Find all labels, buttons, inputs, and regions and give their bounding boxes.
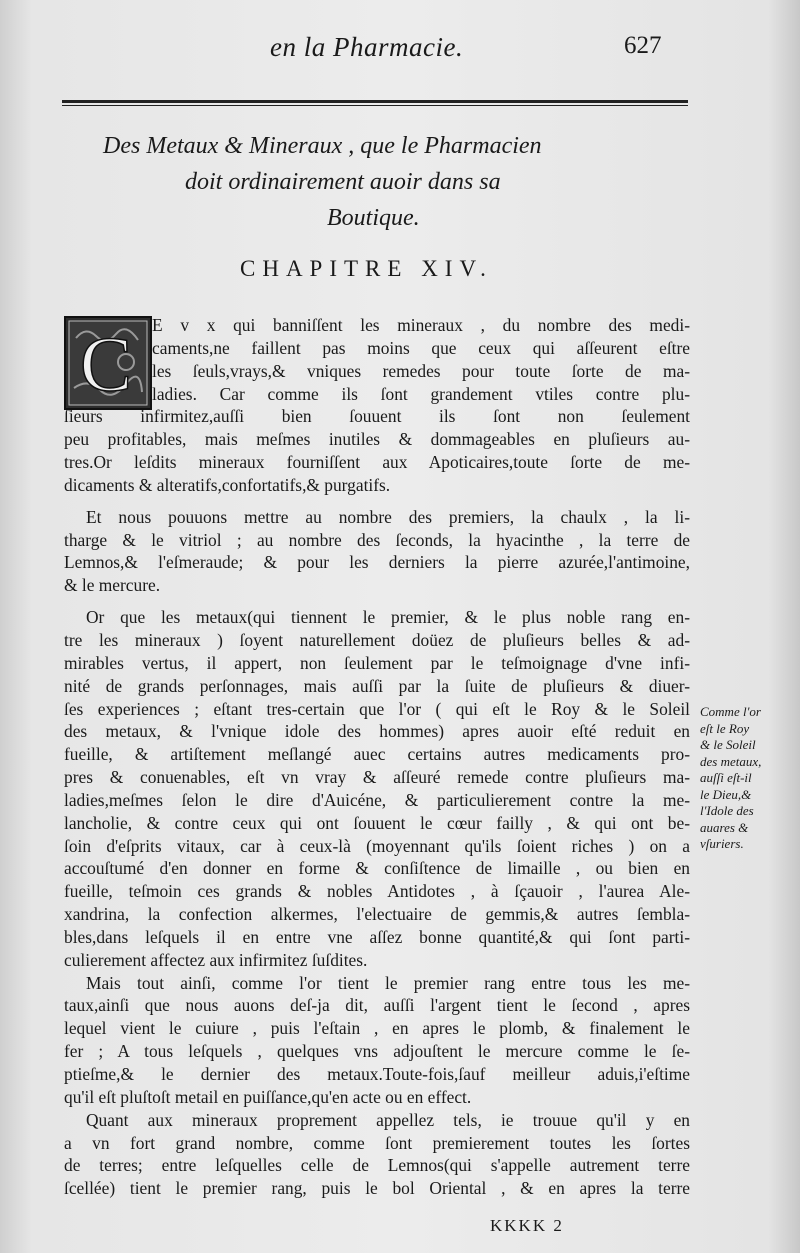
text-line: lancholie, & contre ceux qui ont ſouuent le cœur failly , & qui ont be- xyxy=(64,812,690,833)
text-line: ſoin d'eſprits vitaux, car à ceux-là (moyennant qu'ils ſoient riches ) on a xyxy=(64,835,690,856)
text-line: fueille, teſmoin ces grands & nobles Antidotes , à ſçauoir , l'aurea Ale- xyxy=(64,881,690,902)
text-line: ptieſme,& le dernier des metaux.Toute-fois,ſauf meilleur aduis,i'eſtime xyxy=(64,1064,690,1084)
text-line: fueille, & artiſtement meſlangé auec certains autres medicaments pro- xyxy=(64,744,690,765)
text-line: Quant aux mineraux proprement appellez tels, ie trouue qu'il y en xyxy=(86,1109,690,1130)
section-title-line: Boutique. xyxy=(327,205,420,231)
text-line: ſes experiences ; eſtant tres-certain que l'or ( qui eſt le Roy & le Soleil xyxy=(64,698,690,719)
margin-note-line: eſt le Roy xyxy=(700,720,750,736)
running-head xyxy=(0,30,800,70)
margin-note-line: auares & xyxy=(700,819,749,835)
text-line: tre les mineraux ) ſoyent naturellement doüez de pluſieurs belles & ad- xyxy=(64,629,690,650)
drop-cap-letter: C xyxy=(79,320,133,407)
text-line: culierement affectez aux infirmitez ſuſdites. xyxy=(64,949,368,970)
text-line: mirables vertus, il appert, non ſeulement par le teſmoignage d'vne infi- xyxy=(64,652,690,673)
header-rule xyxy=(62,100,688,103)
signature-mark: KKKK 2 xyxy=(490,1216,564,1235)
text-line: les ſeuls,vrays,& vniques remedes pour toute ſorte de ma- xyxy=(152,360,690,381)
text-line: bles,dans leſquels il en entre vne aſſez bonne quantité,& qui ſont parti- xyxy=(64,926,690,947)
text-line: xandrina, la confection alkermes, l'electuaire de gemmis,& autres ſembla- xyxy=(64,904,690,925)
text-line: taux,ainſi que nous auons deſ-ja dit, auſſi l'argent tient le ſecond , apres xyxy=(64,995,690,1016)
header-rule-thin xyxy=(62,105,688,106)
text-line: ſcellée) tient le premier rang, puis le bol Oriental , & en apres la terre xyxy=(64,1178,690,1199)
text-line: caments,ne faillent pas moins que ceux qui aſſeurent eſtre xyxy=(152,337,690,358)
text-line: a vn fort grand nombre, comme ſont premierement toutes les ſortes xyxy=(64,1132,690,1153)
text-line: peu profitables, mais meſmes inutiles & dommageables en pluſieurs au- xyxy=(64,429,690,450)
text-line: des metaux, & l'vnique idole des hommes) apres auoir eſté reduit en xyxy=(64,721,690,742)
text-line: de terres; entre leſquelles celle de Lemnos(qui s'appelle autrement terre xyxy=(64,1155,690,1176)
margin-note-line: Comme l'or xyxy=(700,704,761,719)
text-line: tharge & le vitriol ; au nombre des ſeconds, la hyacinthe , la terre de xyxy=(64,529,690,550)
body-text xyxy=(64,314,690,1200)
margin-note-line: vſuriers. xyxy=(700,836,744,851)
text-line: accouſtumé d'en donner en forme & conſiſtence de limaille , ou bien en xyxy=(64,858,690,879)
text-line: lequel vient le cuiure , puis l'eſtain , en apres le plomb, & finalement le xyxy=(64,1018,690,1039)
text-line: ladies,meſmes ſelon le dire d'Auicéne, & particulierement contre la me- xyxy=(64,789,690,810)
margin-note-line: & le Soleil xyxy=(700,737,756,752)
text-line: Or que les metaux(qui tiennent le premier, & le plus noble rang en- xyxy=(86,607,690,628)
chapter-heading: CHAPITRE XIV. xyxy=(240,256,493,281)
text-line: E v x qui banniſſent les mineraux , du nombre des medi- xyxy=(152,315,690,335)
section-title-line: Des Metaux & Mineraux , que le Pharmacien xyxy=(103,133,542,159)
text-line: qu'il eſt pluſtoſt metail en puiſſance,qu'en acte ou en effect. xyxy=(64,1086,472,1107)
text-line: ſieurs infirmitez,auſſi bien ſouuent ils ſont non ſeulement xyxy=(64,406,690,427)
text-line: fer ; A tous leſquels , quelques vns adjouſtent le mercure comme le ſe- xyxy=(64,1041,690,1062)
margin-note-line: auſſi eſt-il xyxy=(700,770,752,785)
text-line: & le mercure. xyxy=(64,575,161,596)
text-line: nité de grands perſonnages, mais auſſi par la ſuite de pluſieurs & diuer- xyxy=(64,675,690,696)
text-line: ladies. Car comme ils ſont grandement vtiles contre plu- xyxy=(152,383,690,404)
text-line: Lemnos,& l'eſmeraude; & pour les derniers la pierre azurée,l'antimoine, xyxy=(64,552,690,573)
section-title-line: doit ordinairement auoir dans sa xyxy=(185,169,501,195)
running-title: en la Pharmacie. xyxy=(270,32,464,62)
text-line: Mais tout ainſi, comme l'or tient le premier rang entre tous les me- xyxy=(86,972,690,993)
margin-note-line: l'Idole des xyxy=(700,803,754,818)
section-title xyxy=(95,128,695,236)
page-number: 627 xyxy=(624,32,662,59)
text-line: Et nous pouuons mettre au nombre des premiers, la chaulx , la li- xyxy=(86,506,690,527)
text-line: tres.Or leſdits mineraux fourniſſent aux Apoticaires,toute ſorte de me- xyxy=(64,452,690,473)
margin-note-line: le Dieu,& xyxy=(700,786,752,802)
margin-note xyxy=(700,704,798,853)
text-line: dicaments & alteratifs,confortatifs,& purgatifs. xyxy=(64,474,391,495)
text-line: pres & conuenables, eſt vn vray & aſſeuré remede contre pluſieurs ma- xyxy=(64,767,690,788)
margin-note-line: des metaux, xyxy=(700,753,762,769)
